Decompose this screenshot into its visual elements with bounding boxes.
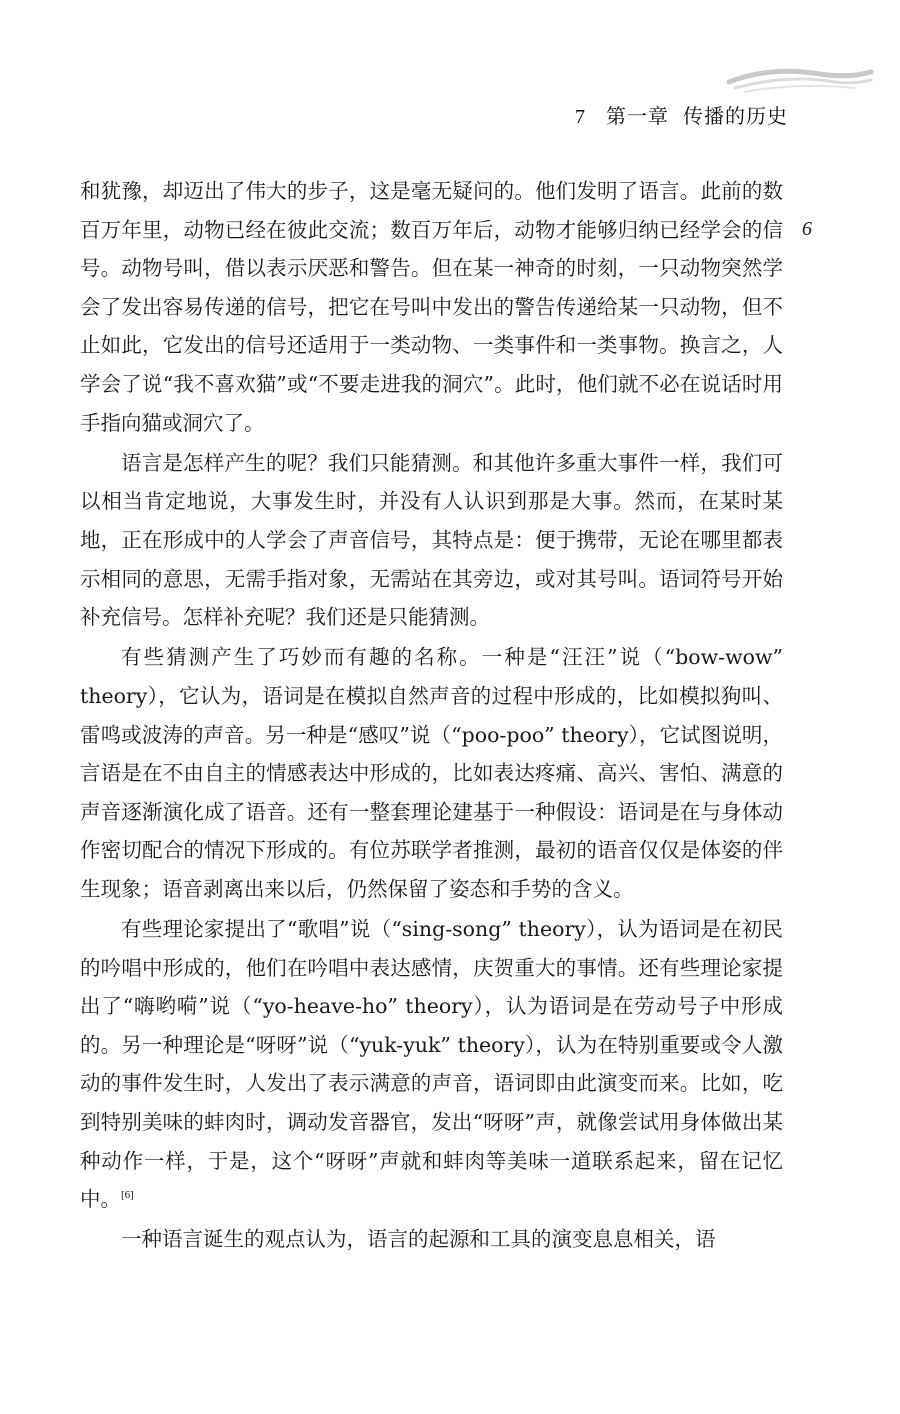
paragraph-text: 有些理论家提出了“歌唱”说（“sing-song” theory），认为语词是在初民的吟唱中形成的，他们在吟唱中表达感情，庆贺重大的事情。还有些理论家提出了“嗨哟嗬”说（“yo-heave-ho” theory），认为语词是在劳动号子中形成的。另一种理论是“呀呀”说（“yuk-yuk” theory），认为在特别重要或令人激动的事件发生时，人发出了表示满意的声音，语词即由此演变而来。比如，吃到特别美味的蚌肉时，调动发音器官，发出“呀呀”声，就像尝试用身体做出某种动作一样，于是，这个“呀呀”声就和蚌肉等美味一道联系起来，留在记忆中。 [80,917,783,1212]
paragraph: 一种语言诞生的观点认为，语言的起源和工具的演变息息相关，语 [121,1227,716,1252]
paragraph: 语言是怎样产生的呢？我们只能猜测。和其他许多重大事件一样，我们可以相当肯定地说，大事发生时，并没有人认识到那是大事。然而，在某时某地，正在形成中的人学会了声音信号，其特点是：便于携带，无论在哪里都表示相同的意思，无需手指对象，无需站在其旁边，或对其号叫。语词符号开始补充信号。怎样补充呢？我们还是只能猜测。 [80,450,783,630]
body-text [80,172,783,1261]
running-header [575,100,788,129]
paragraph [80,910,783,1219]
footnote-marker[interactable]: [6] [121,1189,134,1202]
paragraph: 和犹豫，却迈出了伟大的步子，这是毫无疑问的。他们发明了语言。此前的数百万年里，动物已经在彼此交流；数百万年后，动物才能够归纳已经学会的信号。动物号叫，借以表示厌恶和警告。但在某一神奇的时刻，一只动物突然学会了发出容易传递的信号，把它在号叫中发出的警告传递给某一只动物，但不止如此，它发出的信号还适用于一类动物、一类事件和一类事物。换言之，人学会了说“我不喜欢猫”或“不要走进我的洞穴”。此时，他们就不必在说话时用手指向猫或洞穴了。 [80,179,783,435]
decorative-brushstroke-ornament [725,62,875,102]
paragraph: 有些猜测产生了巧妙而有趣的名称。一种是“汪汪”说（“bow-wow” theory），它认为，语词是在模拟自然声音的过程中形成的，比如模拟狗叫、雷鸣或波涛的声音。另一种是“感叹”说（“poo-poo” theory），它试图说明，言语是在不由自主的情感表达中形成的，比如表达疼痛、高兴、害怕、满意的声音逐渐演化成了语音。还有一整套理论建基于一种假设：语词是在与身体动作密切配合的情况下形成的。有位苏联学者推测，最初的语音仅仅是体姿的伴生现象；语音剥离出来以后，仍然保留了姿态和手势的含义。 [80,645,783,901]
chapter-title: 传播的历史 [683,104,788,128]
page-number: 7 [575,106,586,128]
chapter-label: 第一章 [606,104,669,128]
original-page-marginal-number: 6 [802,218,812,240]
